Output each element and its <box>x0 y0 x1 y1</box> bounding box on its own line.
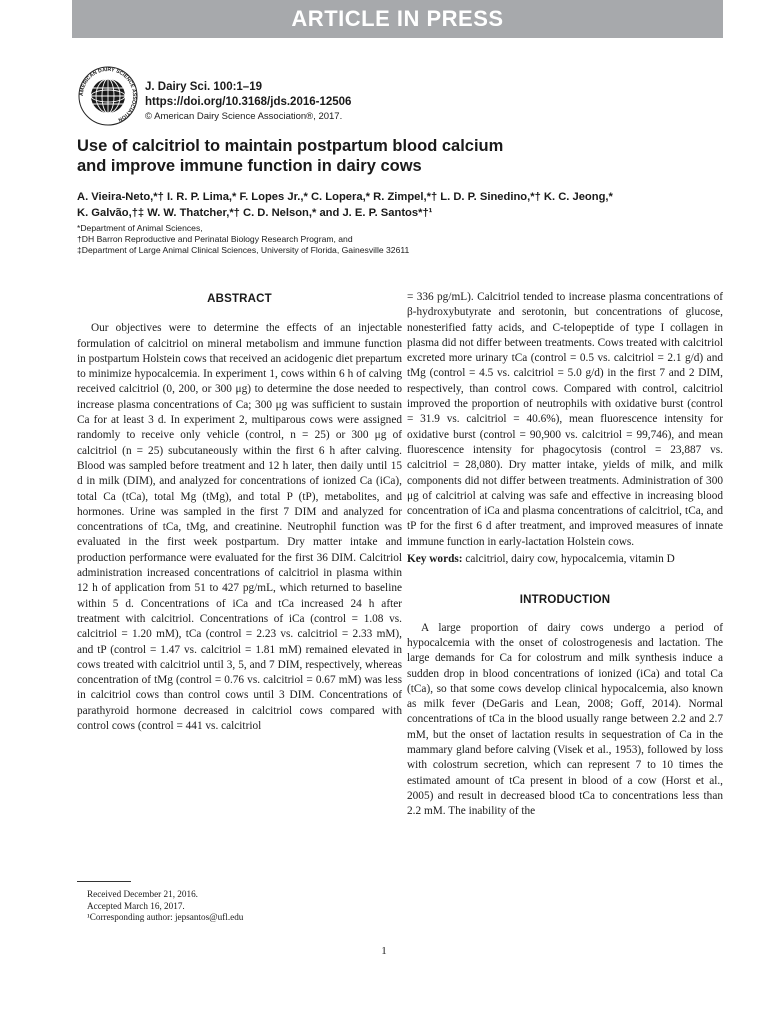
keywords-text: calcitriol, dairy cow, hypocalcemia, vitamin D <box>465 553 675 566</box>
affiliation-2: †DH Barron Reproductive and Perinatal Biology Research Program, and <box>77 234 353 245</box>
article-title <box>77 136 717 176</box>
corresponding-author: ¹Corresponding author: jepsantos@ufl.edu <box>87 912 244 922</box>
title-line-1: Use of calcitriol to maintain postpartum blood calcium <box>77 137 504 155</box>
author-list <box>77 189 727 221</box>
logo-ring-text: AMERICAN DAIRY SCIENCE ASSOCIATION <box>78 66 138 123</box>
copyright-line: © American Dairy Science Association®, 2017. <box>145 111 343 122</box>
journal-citation: J. Dairy Sci. 100:1–19 <box>145 81 262 93</box>
article-in-press-banner: ARTICLE IN PRESS <box>72 0 723 38</box>
keywords-label: Key words: <box>407 553 463 566</box>
right-column <box>407 290 723 820</box>
introduction-text: A large proportion of dairy cows undergo a period of hypocalcemia with the onset of colostrogenesis and lactation. The large demands for Ca for colostrum and milk synthesis induce a sudden drop in blood concentrations of ionized (iCa) and total Ca (tCa), so that some cows develop clinical hypocalcemia, also known as milk fever (DeGaris and Lean, 2008; Goff, 2014). Normal concentrations of tCa in the blood usually range between 2.2 and 2.7 mM, but the onset of lactation results in sequestration of Ca in the mammary gland before calving (Visek et al., 1953), followed by loss with colostrum secretion, which can represent 7 to 10 times the estimated amount of tCa present in blood of a cow (Horst et al., 2005) and result in decreased blood tCa to concentrations less than 2.2 mM. The inability of the <box>407 621 723 818</box>
abstract-heading: ABSTRACT <box>207 293 272 305</box>
page-number: 1 <box>381 945 387 957</box>
affiliations <box>77 223 727 257</box>
footnotes <box>87 889 407 924</box>
affiliation-1: *Department of Animal Sciences, <box>77 223 203 233</box>
doi-link[interactable]: https://doi.org/10.3168/jds.2016-12506 <box>145 96 352 108</box>
title-line-2: and improve immune function in dairy cows <box>77 157 422 175</box>
left-column <box>77 290 402 734</box>
abstract-text-right: = 336 pg/mL). Calcitriol tended to increase plasma concentrations of β-hydroxybutyrate and serotonin, but concentrations of glucose, nonesterified fatty acids, and C-telopeptide of type I collagen in plasma did not differ between treatments. Cows treated with calcitriol excreted more urinary tCa (control = 0.5 vs. calcitriol = 2.1 g/d) and tMg (control = 4.5 vs. calcitriol = 5.0 g/d) in the first 7 and 2 DIM, respectively, than control cows. Compared with control, calcitriol improved the proportion of neutrophils with oxidative burst (control = 31.9 vs. calcitriol = 40.6%), mean fluorescence intensity for oxidative burst (control = 90,900 vs. calcitriol = 99,746), and mean fluorescence intensity for phagocytosis (control = 23,887 vs. calcitriol = 28,080). Dry matter intake, yields of milk, and milk components did not differ between treatments. Administration of 300 μg of calcitriol at calving was safe and effective in increasing blood concentration of iCa and plasma concentrations of calcitriol, tCa, and tP for the first 6 d after treatment, and improved measures of innate immune function in early-lactation Holstein cows. <box>407 291 723 548</box>
adsa-logo-icon <box>78 66 138 126</box>
footnote-divider <box>77 881 131 882</box>
journal-info <box>145 80 351 124</box>
introduction-heading: INTRODUCTION <box>519 594 611 607</box>
accepted-date: Accepted March 16, 2017. <box>87 900 185 911</box>
keywords <box>407 552 723 567</box>
received-date: Received December 21, 2016. <box>87 889 198 899</box>
authors-line-1: A. Vieira-Neto,*† I. R. P. Lima,* F. Lopes Jr.,* C. Lopera,* R. Zimpel,*† L. D. P. Sinedino,*† K. C. Jeong,* <box>77 191 613 203</box>
abstract-text-left: Our objectives were to determine the effects of an injectable formulation of calcitriol on mineral metabolism and immune function in postpartum Holstein cows that received an acidogenic diet prepartum to minimize hypocalcemia. In experiment 1, cows within 6 h of calving received calcitriol (0, 200, or 300 μg) to determine the dose needed to increase plasma concentrations of Ca; 300 μg was sufficient to sustain Ca for at least 3 d. In experiment 2, multiparous cows were assigned randomly to receive only vehicle (control, n = 25) or 300 μg of calcitriol (n = 25) subcutaneously within the first 6 h after calving. Blood was sampled before treatment and 12 h later, then daily until 15 d in milk (DIM), and analyzed for concentrations of ionized Ca (iCa), total Ca (tCa), total Mg (tMg), and total P (tP), metabolites, and hormones. Urine was sampled in the first 7 DIM and analyzed for concentrations of tCa, tMg, and creatinine. Neutrophil function was evaluated in the first week postpartum. Dry matter intake and production performance were evaluated for the first 36 DIM. Calcitriol administration increased concentrations of calcitriol in plasma within 12 h of application from 51 to 427 pg/mL, which returned to baseline within 5 d. Concentrations of iCa and tCa increased 24 h after treatment with calcitriol. Concentrations of iCa (control = 1.08 vs. calcitriol = 1.20 mM), tCa (control = 2.23 vs. calcitriol = 2.33 mM), and tP (control = 1.47 vs. calcitriol = 1.81 mM) remained elevated in cows treated with calcitriol until 3, 5, and 7 DIM, respectively, whereas concentration of tMg (control = 0.76 vs. calcitriol = 0.67 mM) was less in calcitriol cows than control cows until 3 DIM. Concentrations of parathyroid hormone decreased in calcitriol cows compared with control cows (control = 441 vs. calcitriol <box>77 322 402 733</box>
authors-line-2: K. Galvão,†‡ W. W. Thatcher,*† C. D. Nelson,* and J. E. P. Santos*†¹ <box>77 207 433 219</box>
affiliation-3: ‡Department of Large Animal Clinical Sciences, University of Florida, Gainesville 32611 <box>77 245 410 256</box>
